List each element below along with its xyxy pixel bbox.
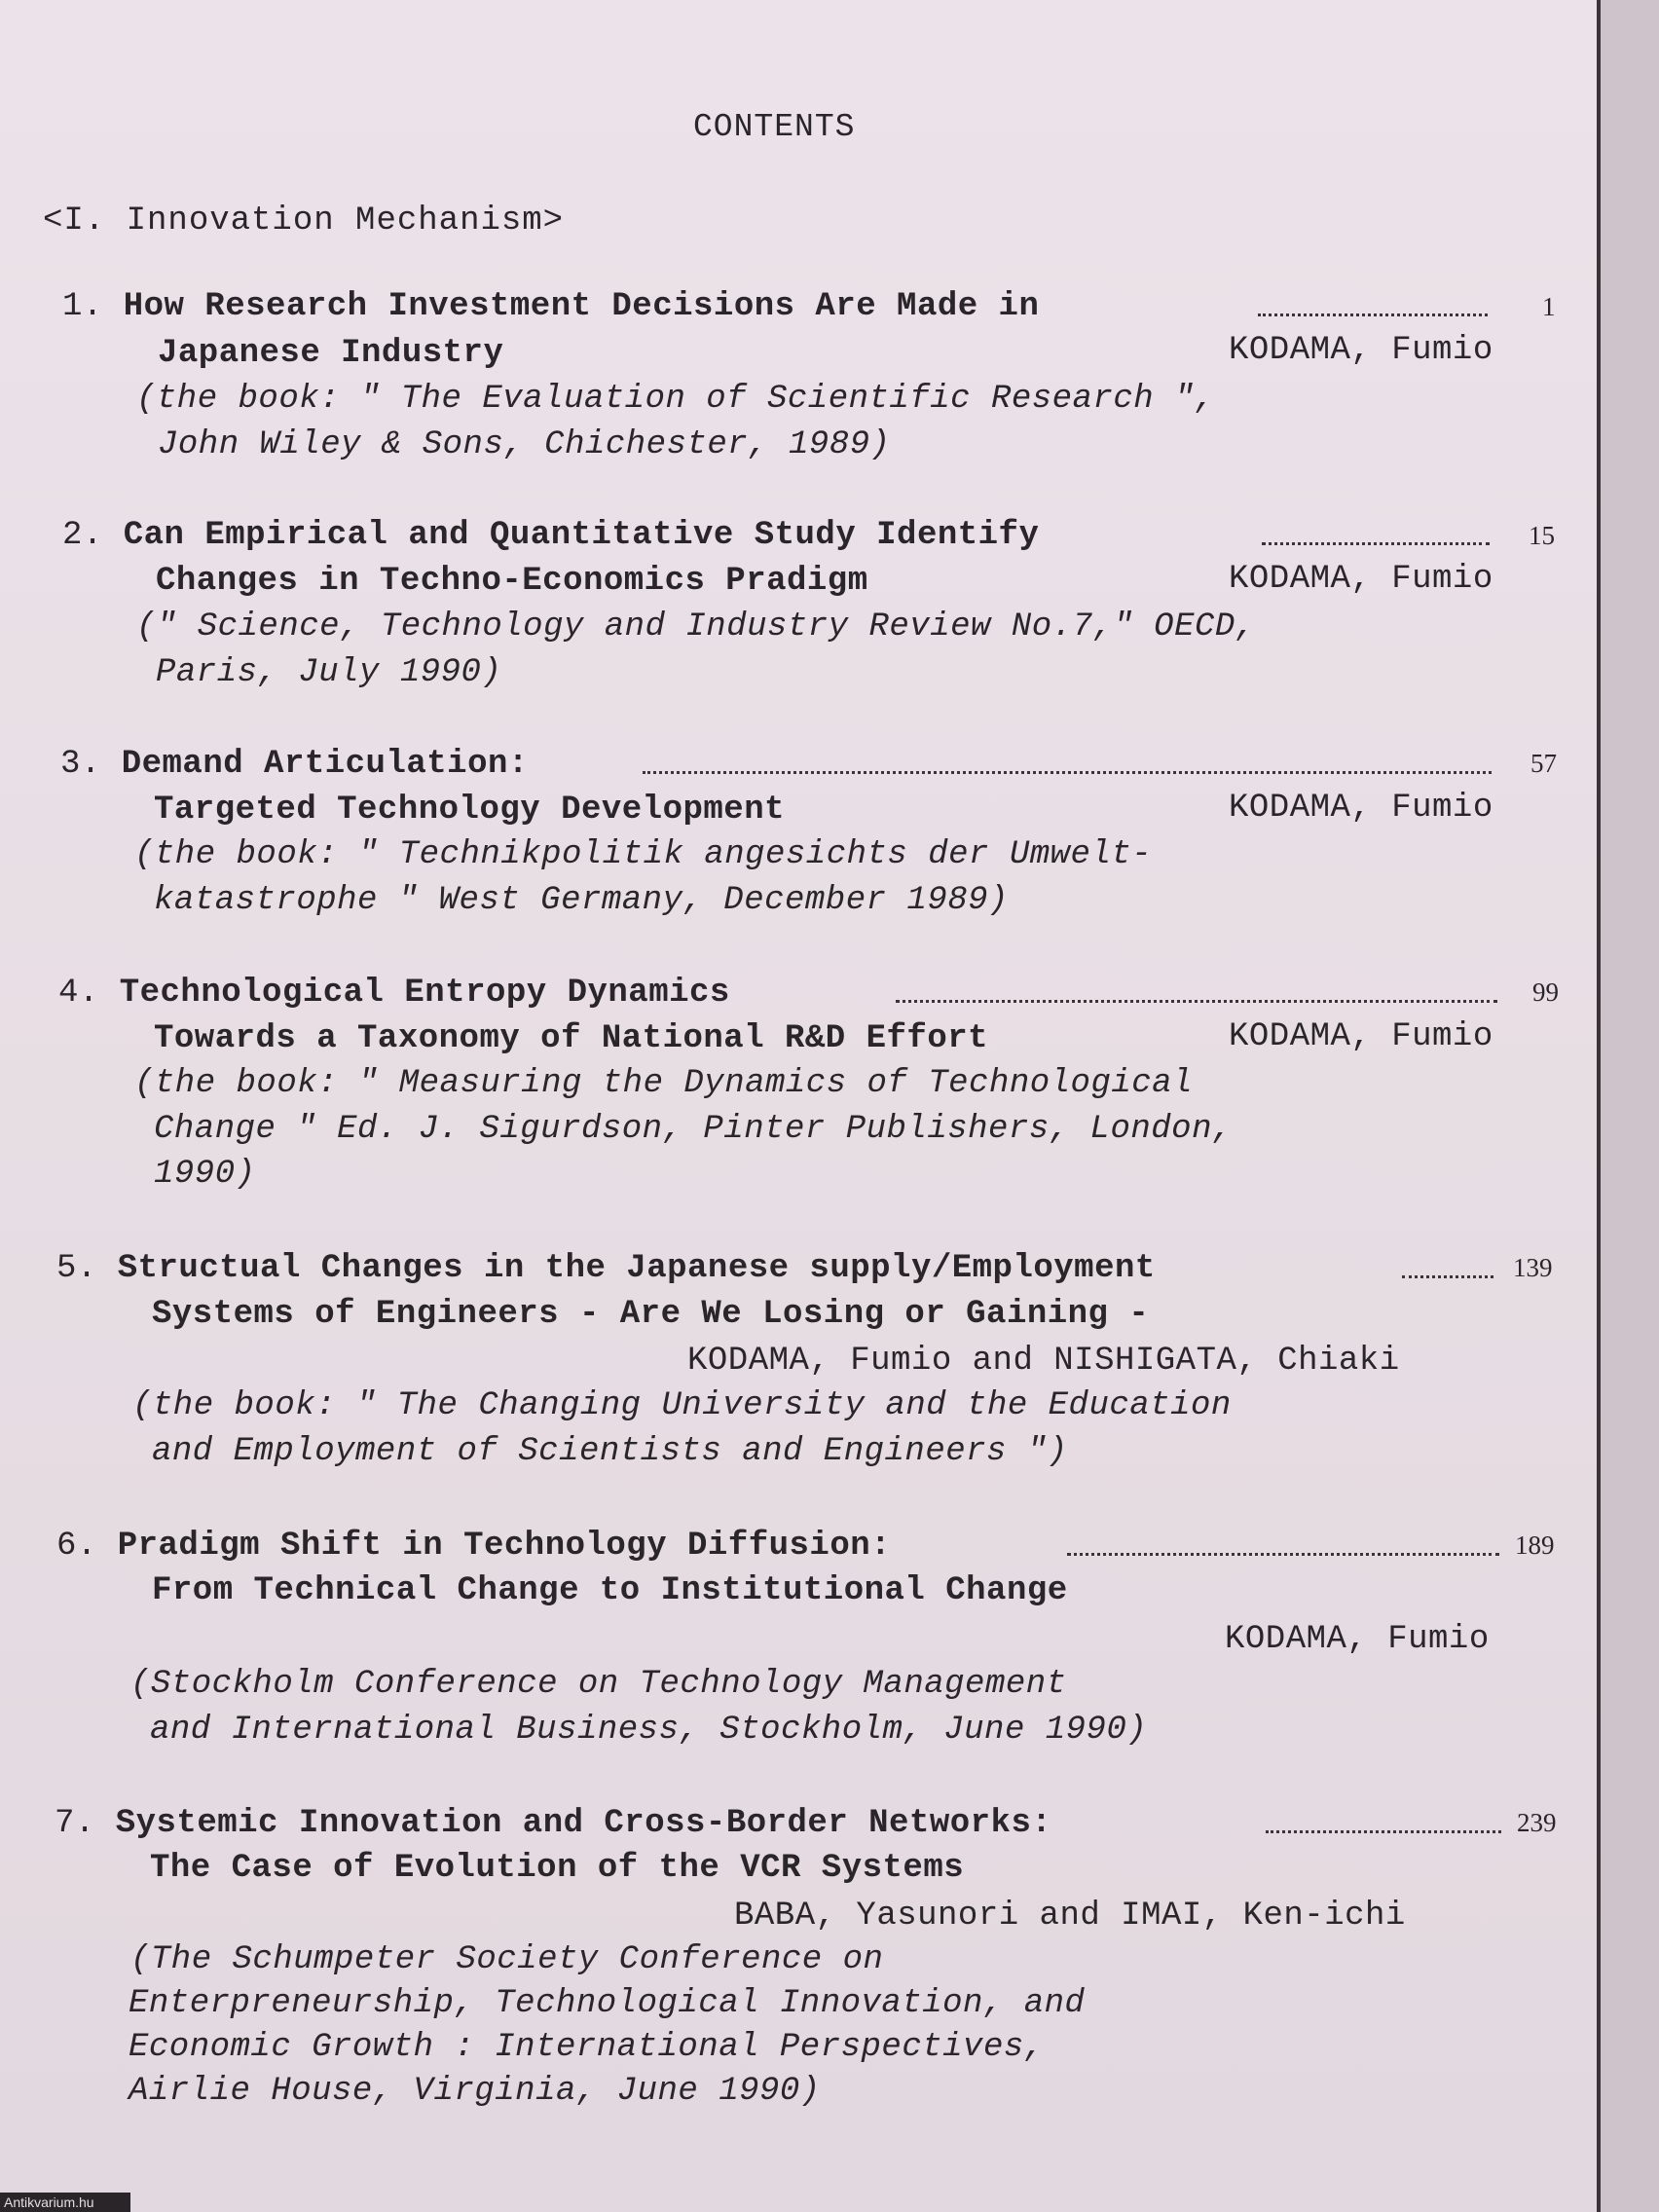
entry-page-number: 57 — [1530, 749, 1557, 778]
entry-source-line: (" Science, Technology and Industry Review No.7," OECD, — [136, 608, 1256, 645]
entry-source-line: Enterpreneurship, Technological Innovation, and — [129, 1985, 1086, 2022]
entry-title-line: Changes in Techno-Economics Pradigm — [156, 563, 868, 600]
entry-source-line: (the book: " Measuring the Dynamics of Technological — [134, 1065, 1193, 1102]
entry-author: KODAMA, Fumio and NISHIGATA, Chiaki — [687, 1343, 1400, 1380]
entry-title-line: Towards a Taxonomy of National R&D Effort — [154, 1020, 989, 1057]
entry-number: 6. — [56, 1528, 97, 1565]
entry-source-line: and Employment of Scientists and Engineers ") — [152, 1433, 1068, 1470]
dot-leader — [896, 996, 1497, 1003]
entry-author: KODAMA, Fumio — [1229, 1018, 1493, 1055]
entry-page-number: 139 — [1513, 1253, 1553, 1282]
dot-leader — [1402, 1272, 1493, 1278]
entry-number: 1. — [62, 288, 103, 325]
entry-number: 3. — [60, 746, 101, 783]
entry-source-line: (The Schumpeter Society Conference on — [130, 1941, 884, 1978]
entry-title-line: Pradigm Shift in Technology Diffusion: — [117, 1528, 892, 1565]
watermark-text: Antikvarium.hu — [0, 2193, 130, 2212]
entry-title-line: The Case of Evolution of the VCR Systems — [150, 1850, 965, 1887]
entry-title-line: Targeted Technology Development — [154, 792, 786, 829]
entry-page-number: 99 — [1532, 977, 1559, 1007]
entry-page-number: 15 — [1529, 521, 1555, 550]
dot-leader — [1266, 1826, 1501, 1833]
entry-author: KODAMA, Fumio — [1229, 561, 1493, 598]
entry-author: KODAMA, Fumio — [1229, 790, 1493, 827]
entry-source-line: Airlie House, Virginia, June 1990) — [129, 2073, 821, 2110]
dot-leader — [1262, 538, 1490, 545]
entry-title-line: Structual Changes in the Japanese supply/Employment — [117, 1250, 1156, 1287]
section-heading: <I. Innovation Mechanism> — [43, 203, 565, 240]
entry-title-line: From Technical Change to Institutional Change — [152, 1572, 1068, 1609]
entry-number: 2. — [62, 517, 103, 554]
dot-leader — [643, 767, 1492, 774]
entry-source-line: 1990) — [154, 1156, 256, 1193]
entry-title-line: Systems of Engineers - Are We Losing or Gaining - — [152, 1296, 1150, 1333]
entry-title-line: Japanese Industry — [158, 335, 504, 372]
dot-leader — [1067, 1549, 1499, 1556]
entry-source-line: Economic Growth : International Perspectives, — [129, 2029, 1045, 2066]
entry-number: 7. — [55, 1805, 95, 1842]
entry-author: BABA, Yasunori and IMAI, Ken-ichi — [734, 1898, 1406, 1935]
entry-source-line: (the book: " Technikpolitik angesichts der Umwelt- — [134, 836, 1153, 873]
entry-source-line: John Wiley & Sons, Chichester, 1989) — [158, 426, 891, 463]
entry-author: KODAMA, Fumio — [1229, 332, 1493, 369]
entry-title-line: Systemic Innovation and Cross-Border Networks: — [115, 1805, 1052, 1842]
entry-source-line: and International Business, Stockholm, June 1990) — [150, 1712, 1148, 1749]
entry-title-line: Can Empirical and Quantitative Study Identify — [123, 517, 1040, 554]
entry-title-line: Technological Entropy Dynamics — [119, 975, 730, 1012]
entry-title-line: How Research Investment Decisions Are Made in — [123, 288, 1040, 325]
entry-source-line: (the book: " The Changing University and the Education — [132, 1387, 1232, 1424]
dot-leader — [1258, 310, 1488, 316]
entry-source-line: (the book: " The Evaluation of Scientific Research ", — [136, 381, 1215, 418]
page-title: CONTENTS — [693, 109, 856, 145]
entry-source-line: (Stockholm Conference on Technology Management — [130, 1666, 1067, 1703]
entry-page-number: 189 — [1515, 1530, 1555, 1560]
entry-number: 4. — [58, 975, 99, 1012]
entry-page-number: 239 — [1517, 1808, 1557, 1837]
entry-number: 5. — [56, 1250, 97, 1287]
page-margin-strip — [1601, 0, 1659, 2212]
entry-title-line: Demand Articulation: — [121, 746, 529, 783]
entry-author: KODAMA, Fumio — [1225, 1621, 1490, 1658]
entry-source-line: katastrophe " West Germany, December 1989) — [154, 882, 1009, 919]
entry-page-number: 1 — [1542, 292, 1556, 321]
entry-source-line: Change " Ed. J. Sigurdson, Pinter Publishers, London, — [154, 1111, 1233, 1148]
entry-source-line: Paris, July 1990) — [156, 654, 502, 691]
